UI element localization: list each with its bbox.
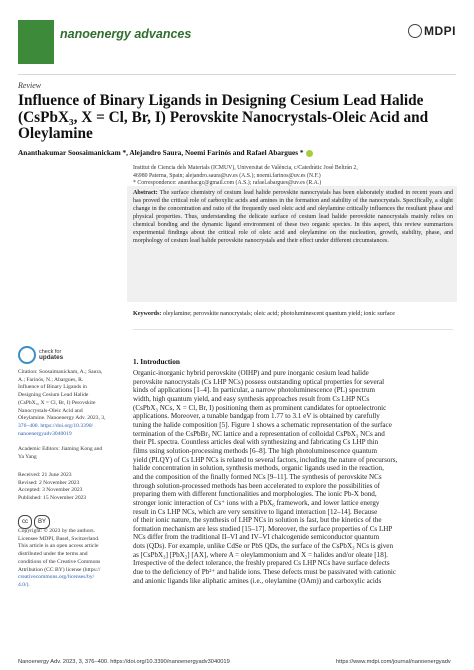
- body-line: and the composition of the finally formed NCs [9–11]. The synthesis of perovskite NCs: [133, 472, 382, 481]
- citation-line: A.; Farinós, N.; Abargues, R.: [18, 376, 84, 383]
- body-line: due to the deficiency of Pb²⁺ and halide ions. These defects must be passivated with cationic: [133, 568, 397, 577]
- header-divider: [18, 74, 456, 75]
- body-text: [133, 369, 455, 585]
- body-line: kinds of applications [1–4]. In particular, a narrow photoluminescence (PL) spectrum: [133, 386, 376, 395]
- copyright-line: Copyright: © 2023 by the authors.: [18, 528, 95, 534]
- author-list: [18, 148, 458, 157]
- cc-license-badge[interactable]: [18, 510, 52, 529]
- citation-line: Designing Cesium Lead Halide: [18, 392, 89, 399]
- body-line: yield (PLQY) of Cs LHP NCs is related to several factors, including the nature of precursors,: [133, 455, 398, 464]
- body-line: of their ionic nature, the synthesis of LHP NCs in solution is fast, but the kinetics of the: [133, 516, 382, 525]
- license-link[interactable]: 4.0/).: [18, 581, 30, 588]
- body-line: result in Cs LHP NCs, which are very sensitive to ligand interaction [12–14]. Because: [133, 507, 378, 516]
- by-icon: BY: [34, 515, 50, 529]
- check-updates-line2: updates: [39, 354, 64, 362]
- accepted-date: Accepted: 3 November 2023: [18, 487, 83, 494]
- body-line: halide concentration in solution, synthesis methods, organic ligands used in the reaction,: [133, 464, 384, 473]
- body-line: applications. Moreover, a tunable bandgap from 1.77 to 3.1 eV is obtained by carefully: [133, 412, 380, 421]
- copyright-line: conditions of the Creative Commons: [18, 558, 101, 565]
- body-line: NCs differ from the traditional II–VI and IV–VI chalcogenide semiconductor quantum: [133, 533, 380, 542]
- copyright-line: Attribution (CC BY) license (https://: [18, 566, 101, 573]
- abstract-text: The surface chemistry of cesium lead halide perovskite nanocrystals has been elaborately studied in recent years and has proved the critical role of carboxylic acids and amines in the formation and stability of the nanocrystals. Specifically, a slight change in the concentration and ratio of the frequently used oleic acid and oleylamine critically influences the resultant phase and physical properties. Thus, understanding the delicate surface of cesium lead halide perovskite nanocrystals mainly relies on chemical bonding and the dynamic ligand environment of these two organic species. In this aspect, this review summarizes experimental findings about the critical role of oleic acid and oleylamine on the nucleation, growth, stability, phase, and morphology of cesium lead halide perovskite nanocrystals and their effect under different circumstances.: [133, 190, 453, 245]
- body-line: through solution-processed methods has been accelerated to explore the possibilities of: [133, 481, 381, 490]
- journal-name: nanoenergy advances: [60, 27, 192, 41]
- body-line: preparing them with different functionalities and morphologies. The ionic Pb-X bond,: [133, 490, 377, 499]
- copyright-line: distributed under the terms and: [18, 551, 88, 558]
- copyright-line: Licensee MDPI, Basel, Switzerland.: [18, 535, 100, 542]
- article-type: Review: [18, 81, 42, 90]
- published-date: Published: 15 November 2023: [18, 495, 87, 502]
- copyright-block: [18, 528, 118, 590]
- citation-line: (CsPbX₃, X = Cl, Br, I) Perovskite: [18, 399, 96, 406]
- body-line: stronger ionic interaction of Cs⁺ ions with a PbX₆ framework, and lower lattice energy: [133, 498, 380, 507]
- footer-citation[interactable]: Nanoenergy Adv. 2023, 3, 376–400. https://doi.org/10.3390/nanoenergyadv3040019: [18, 659, 230, 665]
- body-line: their PL spectra. Countless articles deal with synthesizing and fabricating Cs LHP thin: [133, 438, 379, 447]
- body-line: films using solution-processing methods [6–8]. The high photoluminescence quantum: [133, 446, 377, 455]
- editors-line: Ya Yang: [18, 453, 37, 460]
- publisher-logo-text: MDPI: [424, 24, 456, 38]
- keywords: [133, 310, 453, 318]
- body-line: termination of the CsPbBr₃ NC lattice and a representation of colloidal CsPbX₃ NCs and: [133, 429, 385, 438]
- section-title: 1. Introduction: [133, 357, 180, 366]
- footer-journal-link[interactable]: https://www.mdpi.com/journal/nanoenergyadv: [336, 659, 451, 665]
- citation-doi[interactable]: 376–400. https://doi.org/10.3390/: [18, 422, 94, 429]
- keywords-label: Keywords:: [133, 311, 162, 317]
- check-updates-badge[interactable]: [18, 346, 63, 364]
- body-line: perovskite nanocrystals (Cs LHP NCs) possess outstanding optical properties for several: [133, 377, 385, 386]
- publisher-logo[interactable]: [408, 24, 456, 39]
- affiliations: [133, 165, 453, 188]
- mdpi-icon: [408, 24, 422, 38]
- body-line: Organic-inorganic hybrid perovskite (OIHP) and pure inorganic cesium lead halide: [133, 369, 369, 377]
- body-line: dots (QDs). For example, unlike CdSe or PbS QDs, the surface of the CsPbX₃ NCs is given: [133, 542, 393, 551]
- article-title: Influence of Binary Ligands in Designing Cesium Lead Halide (CsPbX₃, X = Cl, Br, I) Perovskite Nanocrystals-Oleic Acid and Oleylamine: [18, 92, 429, 142]
- citation-line: Citation: Soosaimanickam, A.; Saura,: [18, 369, 103, 375]
- revised-date: Revised: 2 November 2023: [18, 479, 80, 486]
- body-line: as [CsPbX₃] [PbX₂] [AX], where A = oleylammonium and X = halides and/or oleate [18].: [133, 550, 388, 559]
- correspondence-line: * Correspondence: ananthacgc@gmail.com (A.S.); rafael.abargues@uv.es (R.A.): [133, 180, 322, 187]
- citation-line: Influence of Binary Ligands in: [18, 384, 87, 391]
- copyright-line: This article is an open access article: [18, 543, 99, 550]
- citation-line: Nanocrystals-Oleic Acid and: [18, 407, 83, 414]
- keywords-text: oleylamine; perovskite nanocrystals; oleic acid; photoluminescent quantum yield; ionic surface: [162, 311, 395, 317]
- dates-block: [18, 472, 118, 503]
- abstract: [133, 189, 453, 245]
- check-updates-icon: [18, 346, 36, 364]
- body-line: and anionic ligands like aliphatic amines (i.e., oleylamine (OAm)) and carboxylic acids: [133, 576, 382, 585]
- citation-doi[interactable]: nanoenergyadv3040019: [18, 430, 72, 437]
- received-date: Received: 21 June 2023: [18, 472, 72, 478]
- citation-block: [18, 369, 118, 438]
- affiliation-line: 46980 Paterna, Spain; alejandro.saura@uv.es (A.S.); noemi.farinos@uv.es (N.F.): [133, 172, 321, 179]
- abstract-label: Abstract:: [133, 190, 158, 196]
- keywords-divider: [133, 329, 453, 330]
- academic-editors: [18, 446, 118, 461]
- body-line: Irrespective of the defect tolerance, the freshly prepared Cs LHP NCs have surface defects: [133, 559, 390, 568]
- editors-line: Academic Editors: Jiaming Kong and: [18, 446, 103, 452]
- authors-text: Ananthakumar Soosaimanickam *, Alejandro Saura, Noemi Farinós and Rafael Abargues *: [18, 148, 304, 157]
- check-updates-line1: check for: [39, 349, 62, 356]
- cc-icon: cc: [18, 515, 32, 529]
- license-link[interactable]: creativecommons.org/licenses/by/: [18, 574, 95, 581]
- body-line: (CsPbX₃ NCs, X = Cl, Br, I) positioning them as prominent candidates for optoelectronic: [133, 403, 387, 412]
- citation-line: Oleylamine. Nanoenergy Adv. 2023, 3,: [18, 415, 106, 422]
- affiliation-line: Institut de Ciencia dels Materials (ICMUV), Universitat de València, c/Catedràtic José Beltrán 2,: [133, 165, 358, 171]
- journal-logo: [18, 20, 54, 64]
- body-line: width, high quantum yield, and easy synthesis approaches result from Cs LHP NCs: [133, 394, 370, 403]
- check-updates-text: [39, 349, 63, 361]
- body-line: formation mechanism are less studied [15–17]. Moreover, the surface properties of Cs LHP: [133, 524, 393, 533]
- body-line: tuning the halide composition [5]. Figure 1 shows a schematic representation of the surface: [133, 420, 392, 429]
- orcid-icon[interactable]: [306, 150, 313, 157]
